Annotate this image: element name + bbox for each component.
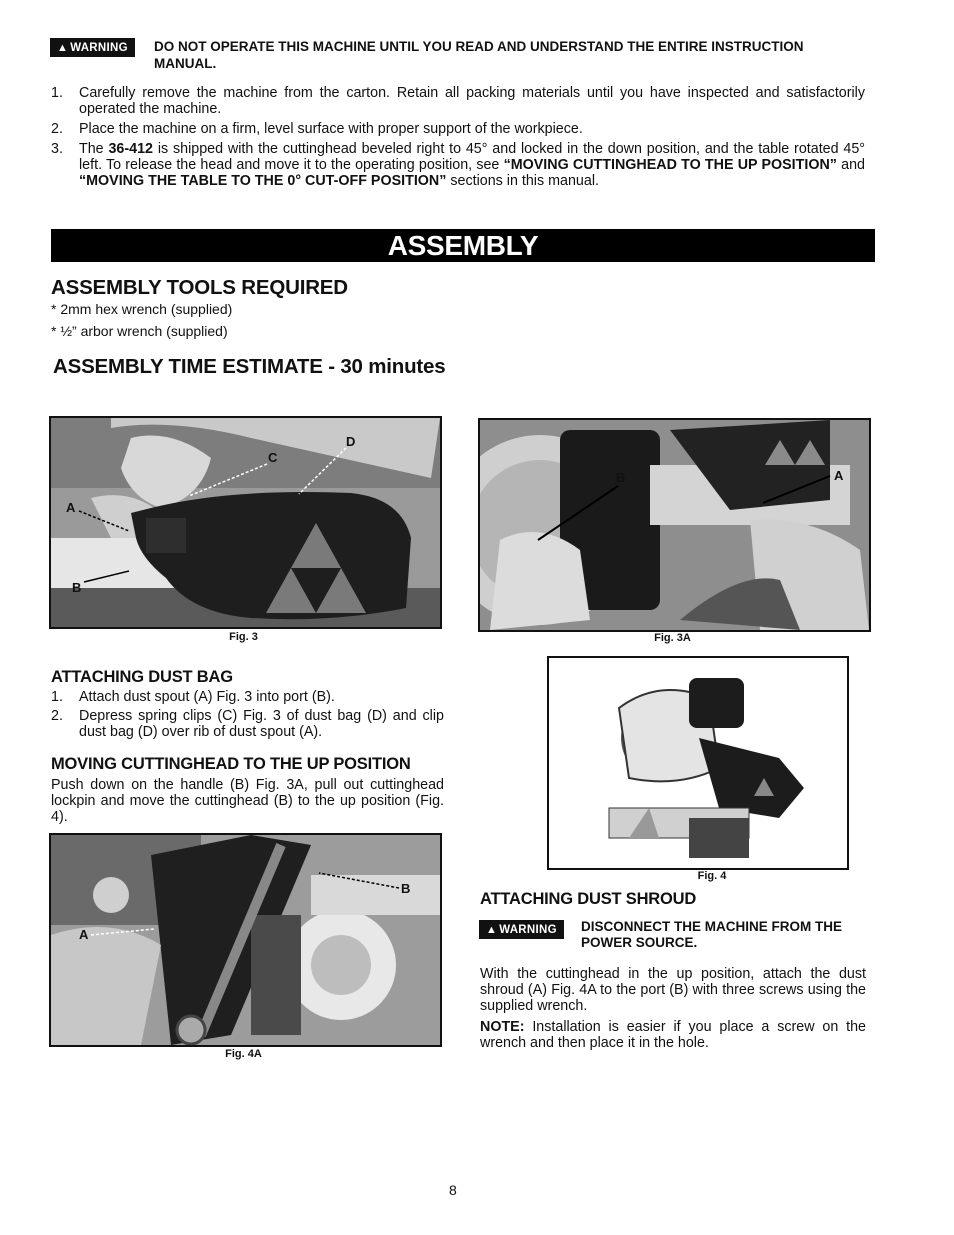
tools-item: * 2mm hex wrench (supplied)	[51, 301, 233, 317]
fig3-label-a: A	[66, 500, 76, 515]
fig3-label-c: C	[268, 450, 278, 465]
list-item: 3. The 36-412 is shipped with the cuttinghead beveled right to 45° and locked in the down position, and the table rotated 45° left. To release the head and move it to the operating position, see “MOVING CUTTINGHEAD TO THE UP POSITION” and “MOVING THE TABLE TO THE 0° CUT-OFF POSITION” sections in this manual.	[51, 141, 866, 189]
fig3a-caption: Fig. 3A	[654, 632, 691, 644]
fig3a-label-b: B	[616, 470, 626, 485]
fig3a-label-a: A	[834, 468, 844, 483]
tools-item: * ½” arbor wrench (supplied)	[51, 323, 228, 339]
fig4a-label-a: A	[79, 927, 89, 942]
list-item: 2. Place the machine on a firm, level surface with proper support of the workpiece.	[51, 121, 583, 137]
dust-shroud-warning-text: DISCONNECT THE MACHINE FROM THE POWER SOURCE.	[581, 919, 842, 950]
note-label: NOTE:	[480, 1019, 525, 1035]
model-number: 36-412	[108, 141, 153, 157]
list-item: 1. Attach dust spout (A) Fig. 3 into port (B).	[51, 689, 335, 705]
cuttinghead-text: Push down on the handle (B) Fig. 3A, pull out cuttinghead lockpin and move the cuttinghead (B) to the up position (Fig. 4).	[51, 777, 444, 825]
dust-shroud-heading: ATTACHING DUST SHROUD	[480, 890, 697, 908]
top-warning-text: DO NOT OPERATE THIS MACHINE UNTIL YOU READ AND UNDERSTAND THE ENTIRE INSTRUCTION MANUAL.	[154, 39, 804, 71]
fig3-caption: Fig. 3	[229, 631, 258, 643]
dust-bag-heading: ATTACHING DUST BAG	[51, 668, 233, 686]
fig3-label-b: B	[72, 580, 82, 595]
section-reference: “MOVING CUTTINGHEAD TO THE UP POSITION”	[503, 157, 837, 173]
warning-badge	[50, 38, 135, 57]
list-item: 2. Depress spring clips (C) Fig. 3 of dust bag (D) and clip dust bag (D) over rib of dust spout (A).	[51, 708, 444, 740]
dust-bag-steps-list	[51, 689, 444, 740]
list-item: 1. Carefully remove the machine from the carton. Retain all packing materials until you have inspected and satisfactorily operated the machine.	[51, 85, 865, 117]
fig4a-leader-lines	[49, 833, 438, 1043]
fig3a-leader-lines	[478, 418, 867, 628]
dust-shroud-text: With the cuttinghead in the up position, attach the dust shroud (A) Fig. 4A to the port (B) with three screws using the supplied wrench.	[480, 966, 866, 1014]
page-number: 8	[449, 1182, 457, 1198]
warning-triangle-icon: ▲	[486, 924, 498, 936]
section-banner: ASSEMBLY	[51, 229, 875, 262]
fig3-label-d: D	[346, 434, 356, 449]
warning-badge	[479, 920, 564, 939]
fig4-photo	[547, 656, 849, 870]
cuttinghead-heading: MOVING CUTTINGHEAD TO THE UP POSITION	[51, 755, 411, 773]
warning-badge-label: WARNING	[499, 924, 557, 936]
warning-triangle-icon: ▲	[57, 42, 69, 54]
fig3-leader-lines	[49, 416, 438, 625]
section-reference: “MOVING THE TABLE TO THE 0° CUT-OFF POSITION”	[79, 173, 447, 189]
time-estimate-heading: ASSEMBLY TIME ESTIMATE - 30 minutes	[53, 355, 446, 378]
fig4-caption: Fig. 4	[697, 870, 727, 882]
fig4a-label-b: B	[401, 881, 411, 896]
dust-shroud-note: NOTE: Installation is easier if you place a screw on the wrench and then place it in the hole.	[480, 1019, 866, 1051]
warning-badge-label: WARNING	[70, 42, 128, 54]
fig4a-caption: Fig. 4A	[225, 1048, 262, 1060]
intro-steps-list	[51, 85, 865, 189]
tools-heading: ASSEMBLY TOOLS REQUIRED	[51, 276, 348, 299]
fig4-illustration	[549, 658, 847, 868]
